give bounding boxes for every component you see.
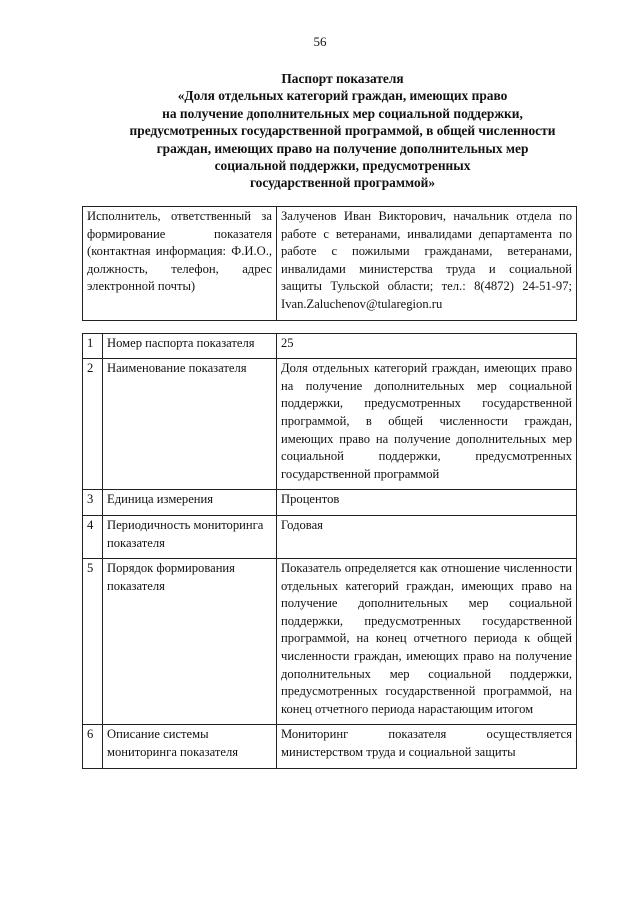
title-line: «Доля отдельных категорий граждан, имеющих право [177,88,508,104]
document-title [90,70,595,192]
title-line: предусмотренных государственной программой, в общей численности [129,123,556,139]
row-number: 3 [83,490,103,516]
row-value: 25 [277,333,577,359]
executor-value: Залученов Иван Викторович, начальник отдела по работе с ветеранами, инвалидами департамента по работе с пожилыми гражданами, ветеранами, инвалидами министерства труда и социальной защиты Тульской области; тел.: 8(4872) 24-51-97; Ivan.Zaluchenov@tularegion.ru [277,207,577,321]
row-number: 1 [83,333,103,359]
row-value: Доля отдельных категорий граждан, имеющих право на получение дополнительных мер социальной поддержки, предусмотренных государственной программой, в общей численности граждан, имеющих право на получение дополнительных мер социальной поддержки, предусмотренных государственной программой [277,359,577,490]
title-line: социальной поддержки, предусмотренных [214,158,471,174]
passport-table [82,206,577,769]
table-row [83,515,577,558]
row-label: Номер паспорта показателя [103,333,277,359]
row-value: Процентов [277,490,577,516]
page-number: 56 [313,34,327,49]
row-number: 2 [83,359,103,490]
row-number: 5 [83,559,103,725]
executor-row [83,207,577,321]
row-value: Показатель определяется как отношение численности отдельных категорий граждан, имеющих право на получение дополнительных мер социальной поддержки, предусмотренных государственной программой, на конец отчетного периода к общей численности граждан, имеющих право на получение дополнительных мер социальной поддержки, предусмотренных государственной программой, на конец отчетного периода нарастающим итогом [277,559,577,725]
table-row [83,725,577,768]
table-row [83,359,577,490]
table-row [83,333,577,359]
row-value: Мониторинг показателя осуществляется министерством труда и социальной защиты [277,725,577,768]
row-label: Наименование показателя [103,359,277,490]
table-row [83,490,577,516]
table-row [83,559,577,725]
row-label: Периодичность мониторинга показателя [103,515,277,558]
row-label: Порядок формирования показателя [103,559,277,725]
title-line: граждан, имеющих право на получение дополнительных мер [156,140,529,156]
row-number: 4 [83,515,103,558]
row-number: 6 [83,725,103,768]
title-line: на получение дополнительных мер социальной поддержки, [162,105,523,121]
row-label: Описание системы мониторинга показателя [103,725,277,768]
title-line: государственной программой» [249,175,436,191]
row-value: Годовая [277,515,577,558]
title-line: Паспорт показателя [281,71,404,86]
table-spacer [83,320,577,333]
executor-label: Исполнитель, ответственный за формирование показателя (контактная информация: Ф.И.О., должность, телефон, адрес электронной почты) [83,207,277,321]
row-label: Единица измерения [103,490,277,516]
